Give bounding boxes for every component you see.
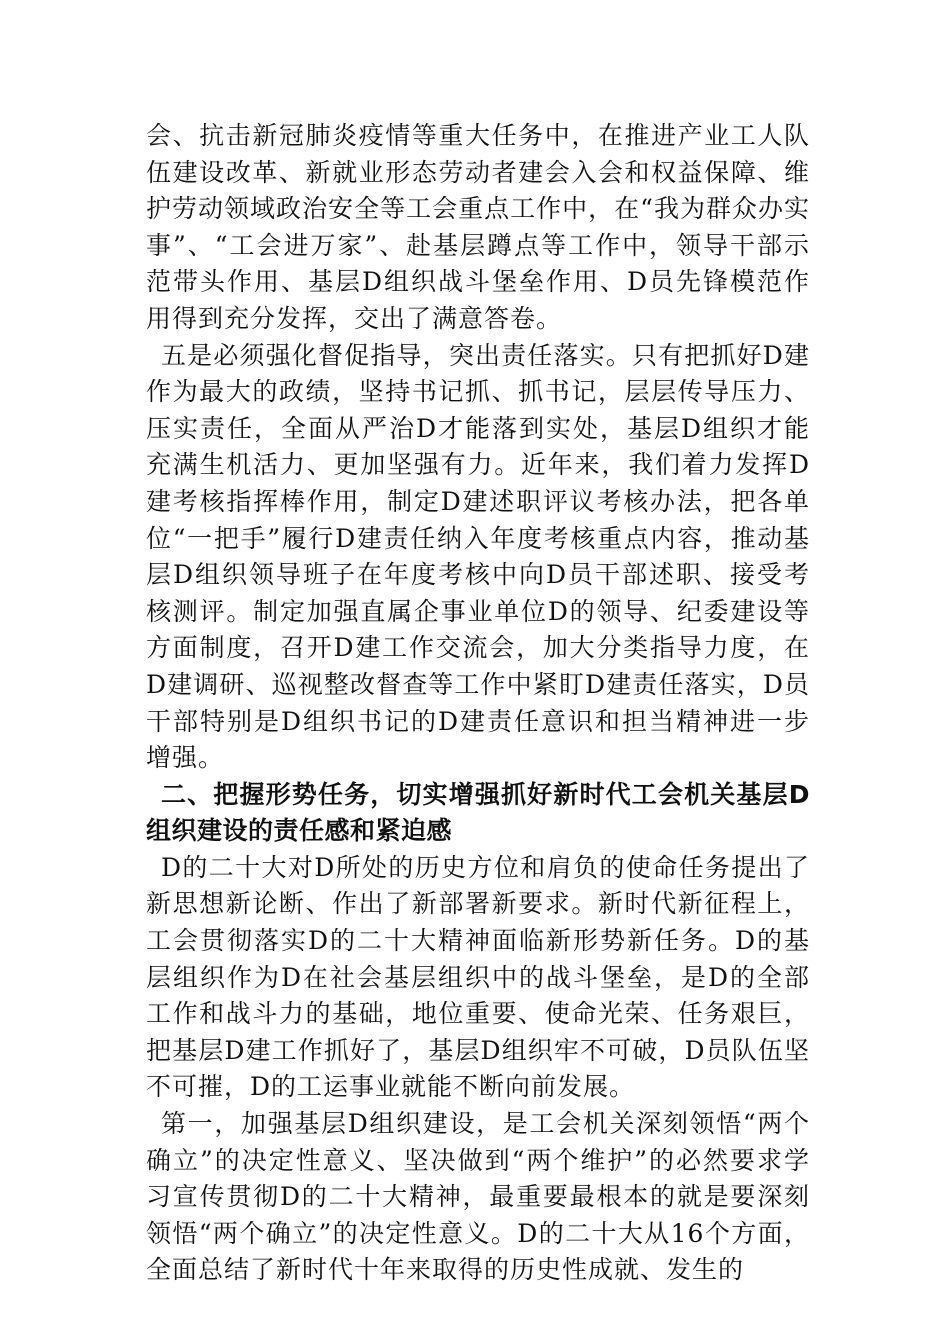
- body-paragraph-3: D的二十大对D所处的历史方位和肩负的使命任务提出了新思想新论断、作出了新部署新要求。新时代新征程上，工会贯彻落实D的二十大精神面临新形势新任务。D的基层组织作为D在社会基层组织中的战斗堡垒，是D的全部工作和战斗力的基础，地位重要、使命光荣、任务艰巨，把基层D建工作抓好了，基层D组织牢不可破，D员队伍坚不可摧，D的工运事业就能不断向前发展。: [146, 852, 810, 1102]
- body-paragraph-4: 第一，加强基层D组织建设，是工会机关深刻领悟“两个确立”的决定性意义、坚决做到“两个维护”的必然要求学习宣传贯彻D的二十大精神，最重要最根本的就是要深刻领悟“两个确立”的决定性意义。D的二十大从16个方面，全面总结了新时代十年来取得的历史性成就、发生的: [146, 1109, 810, 1285]
- section-heading: 二、把握形势任务，切实增强抓好新时代工会机关基层D组织建设的责任感和紧迫感: [146, 779, 810, 846]
- document-page: [146, 118, 810, 1289]
- body-paragraph-2: 五是必须强化督促指导，突出责任落实。只有把抓好D建作为最大的政绩，坚持书记抓、抓书记，层层传导压力、压实责任，全面从严治D才能落到实处，基层D组织才能充满生机活力、更加坚强有力。近年来，我们着力发挥D建考核指挥棒作用，制定D建述职评议考核办法，把各单位“一把手”履行D建责任纳入年度考核重点内容，推动基层D组织领导班子在年度考核中向D员干部述职、接受考核测评。制定加强直属企事业单位D的领导、纪委建设等方面制度，召开D建工作交流会，加大分类指导力度，在D建调研、巡视整改督查等工作中紧盯D建责任落实，D员干部特别是D组织书记的D建责任意识和担当精神进一步增强。: [146, 340, 810, 773]
- body-paragraph-1: 会、抗击新冠肺炎疫情等重大任务中，在推进产业工人队伍建设改革、新就业形态劳动者建会入会和权益保障、维护劳动领域政治安全等工会重点工作中，在“我为群众办实事”、“工会进万家”、赴基层蹲点等工作中，领导干部示范带头作用、基层D组织战斗堡垒作用、D员先锋模范作用得到充分发挥，交出了满意答卷。: [146, 121, 810, 333]
